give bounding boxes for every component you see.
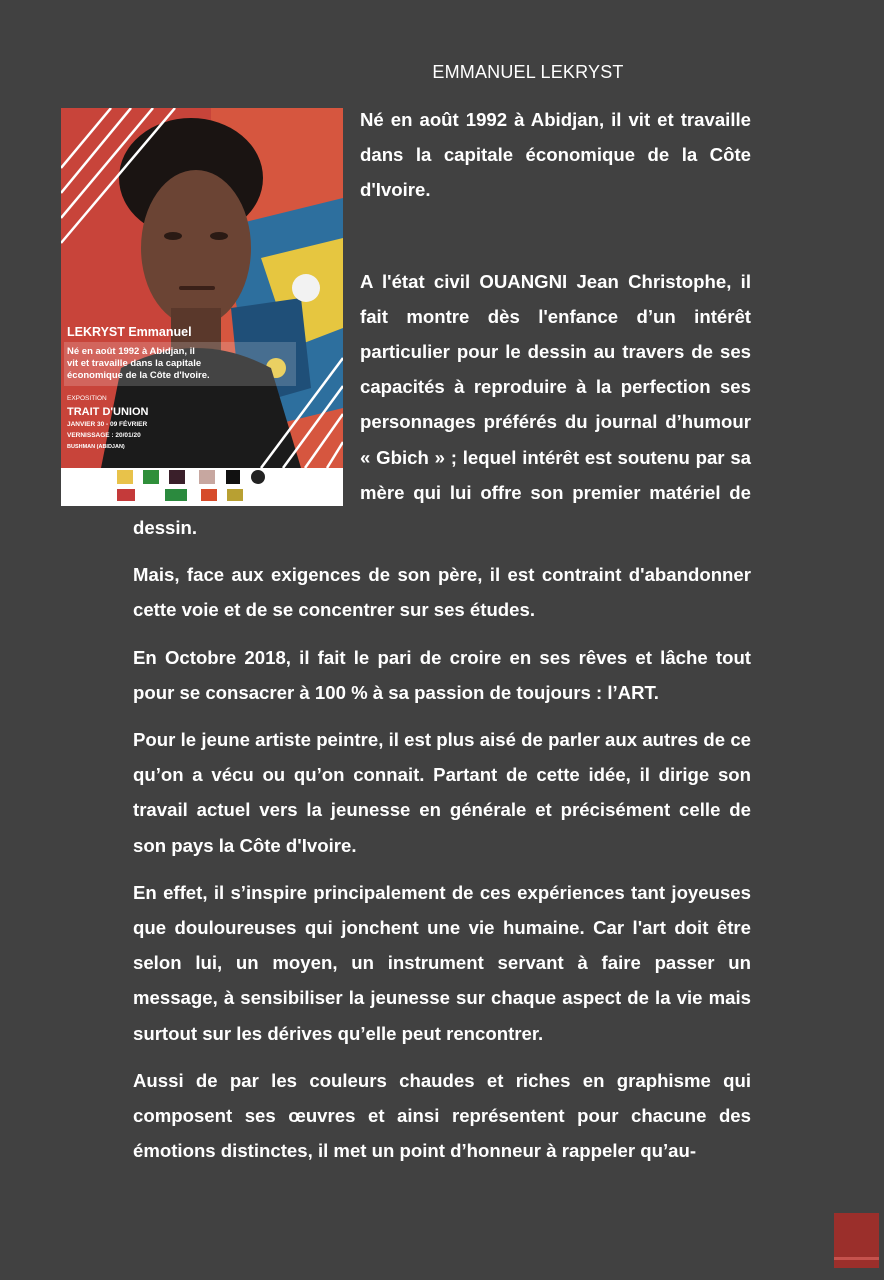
poster-bio-line-3: économique de la Côte d'Ivoire.	[67, 370, 210, 381]
poster-bio-line-2: vit et travaille dans la capitale	[67, 358, 202, 369]
poster-venue: BUSHMAN (ABIDJAN)	[67, 444, 125, 450]
poster-name-line: LEKRYST Emmanuel	[67, 325, 192, 339]
corner-accent-line	[834, 1257, 879, 1260]
poster-exhibition-label: EXPOSITION	[67, 395, 107, 402]
paragraph-october-2018: En Octobre 2018, il fait le pari de croire en ses rêves et lâche tout pour se consacrer à 100 % à sa passion de toujours : l’ART.	[133, 646, 751, 703]
poster-bio-line-1: Né en août 1992 à Abidjan, il	[67, 346, 195, 357]
paragraph-studies: Mais, face aux exigences de son père, il est contraint d'abandonner cette voie et de se concentrer sur ses études.	[133, 564, 751, 621]
paragraph-childhood: A l'état civil OUANGNI Jean Christophe, il fait montre dès l'enfance d’un intérêt particulier pour le dessin au travers de ses capacités à reproduire à la perfection ses personnages préférés du journal d’humour « Gbich » ; lequel intérêt est soutenu par sa mère qui lui offre son premier matériel de dessin.	[133, 270, 751, 539]
paragraph-inspiration: En effet, il s’inspire principalement de ces expériences tant joyeuses que douloureuses qui jonchent une vie humaine. Car l'art doit être selon lui, un moyen, un instrument servant à faire passer un message, à sensibiliser la jeunesse sur chaque aspect de la vie mais surtout sur les dérives qu’elle peut rencontrer.	[133, 881, 751, 1044]
poster-vernissage: VERNISSAGE : 20/01/20	[67, 432, 141, 439]
biography-text	[67, 102, 751, 1180]
paragraph-birth: Né en août 1992 à Abidjan, il vit et travaille dans la capitale économique de la Côte d'Ivoire.	[360, 109, 751, 201]
page-corner-accent	[834, 1213, 879, 1268]
page-title: EMMANUEL LEKRYST	[432, 62, 624, 82]
paragraph-youth-focus: Pour le jeune artiste peintre, il est plus aisé de parler aux autres de ce qu’on a vécu ou qu’on connait. Partant de cette idée, il dirige son travail actuel vers la jeunesse en générale et précisément celle de son pays la Côte d'Ivoire.	[133, 729, 751, 856]
poster-exhibition-title: TRAIT D'UNION	[67, 406, 149, 418]
exhibition-poster-image	[61, 108, 343, 506]
paragraph-colors: Aussi de par les couleurs chaudes et riches en graphisme qui composent ses œuvres et ainsi représentent pour chacune des émotions distinctes, il met un point d’honneur à rappeler qu’au-	[133, 1069, 751, 1162]
poster-dates: JANVIER 30 - 09 FÉVRIER	[67, 421, 148, 428]
